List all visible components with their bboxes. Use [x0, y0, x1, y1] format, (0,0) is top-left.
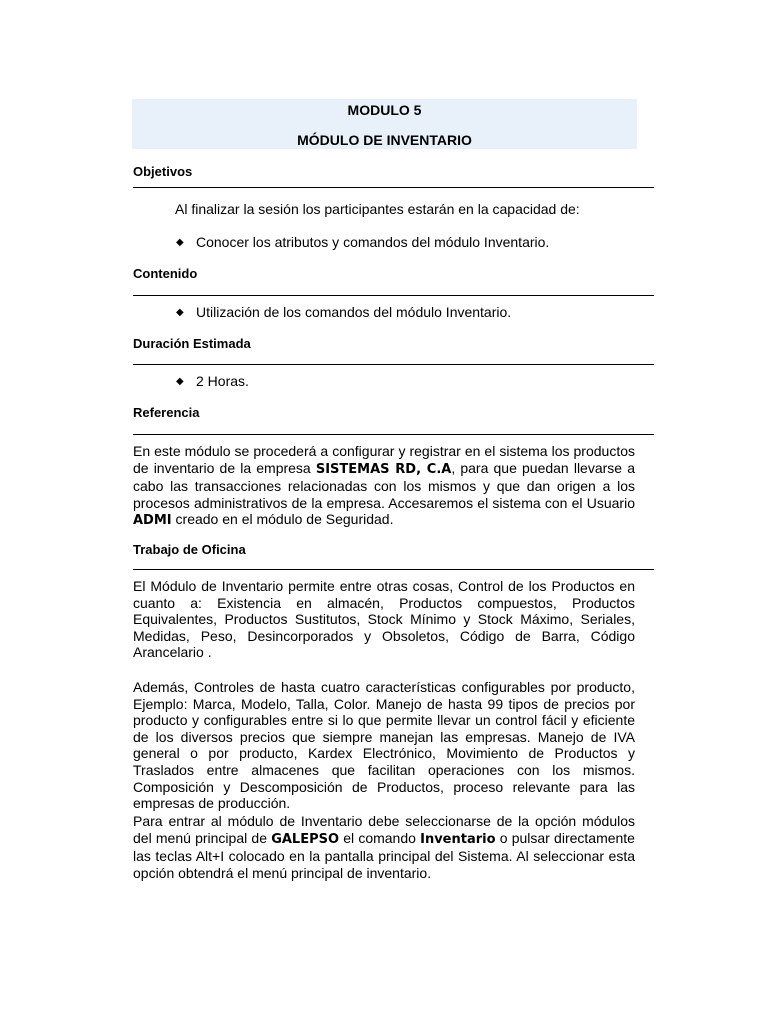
contenido-heading: Contenido — [133, 266, 198, 281]
objetivos-heading: Objetivos — [133, 164, 193, 179]
referencia-heading: Referencia — [133, 405, 200, 420]
module-number: MODULO 5 — [347, 102, 422, 118]
list-item — [176, 304, 511, 321]
user-name: ADMI — [133, 513, 172, 529]
referencia-text: , para que puedan llevarse a cabo las transacciones relacionadas con los mismos y que dan origen a los procesos administrativos de la empresa. Accesaremos el sistema con el Usuario — [133, 459, 635, 511]
diamond-bullet-icon: ◆ — [176, 376, 184, 387]
referencia-text: En este módulo se procederá a configurar y registrar en el sistema los productos de inventario de la empresa — [133, 443, 635, 476]
section-divider — [133, 187, 654, 188]
section-divider — [133, 569, 654, 570]
section-divider — [133, 364, 654, 365]
trabajo-paragraph-2: Además, Controles de hasta cuatro características configurables por producto, Ejemplo: Marca, Modelo, Talla, Color. Manejo de hasta 99 tipos de precios por producto y configurables entre si lo que permite llevar un control fácil y eficiente de los diversos precios que siempre manejan las empresas. Manejo de IVA general o por producto, Kardex Electrónico, Movimiento de Productos y Traslados entre almacenes que facilitan operaciones con los mismos. Composición y Descomposición de Productos, proceso relevante para las empresas de producción. — [133, 679, 635, 812]
duracion-heading: Duración Estimada — [133, 336, 251, 351]
trabajo-heading: Trabajo de Oficina — [133, 542, 246, 557]
company-name: SISTEMAS RD, C.A — [315, 461, 452, 477]
duracion-bullet-text: 2 Horas. — [196, 373, 249, 389]
trabajo-text: o pulsar directamente las teclas Alt+I colocado en la pantalla principal del Sistema. Al seleccionar esta opción obtendrá el menú principal de inventario. — [133, 829, 635, 881]
module-title: MÓDULO DE INVENTARIO — [297, 132, 472, 148]
trabajo-paragraph-1: El Módulo de Inventario permite entre otras cosas, Control de los Productos en cuanto a: Existencia en almacén, Productos compuestos, Productos Equivalentes, Productos Sustitutos, Stock Mínimo y Stock Máximo, Seriales, Medidas, Peso, Desincorporados y Obsoletos, Código de Barra, Código Arancelario . — [133, 578, 635, 661]
objetivos-bullet-text: Conocer los atributos y comandos del módulo Inventario. — [196, 234, 550, 250]
trabajo-text: el comando — [339, 829, 421, 846]
diamond-bullet-icon: ◆ — [176, 307, 184, 318]
referencia-paragraph — [133, 443, 635, 530]
objetivos-intro: Al finalizar la sesión los participantes estarán en la capacidad de: — [175, 201, 580, 217]
referencia-text: creado en el módulo de Seguridad. — [171, 511, 394, 528]
list-item — [176, 234, 549, 251]
command-name: Inventario — [420, 831, 496, 847]
trabajo-text: Para entrar al módulo de Inventario debe seleccionarse de la opción módulos del menú principal de — [133, 813, 635, 846]
trabajo-paragraph-3 — [133, 813, 635, 881]
system-name: GALEPSO — [271, 831, 340, 847]
section-divider — [133, 295, 654, 296]
section-divider — [133, 434, 654, 435]
contenido-bullet-text: Utilización de los comandos del módulo Inventario. — [196, 304, 512, 320]
diamond-bullet-icon: ◆ — [176, 237, 184, 248]
list-item — [176, 373, 249, 390]
module-header — [132, 99, 637, 149]
